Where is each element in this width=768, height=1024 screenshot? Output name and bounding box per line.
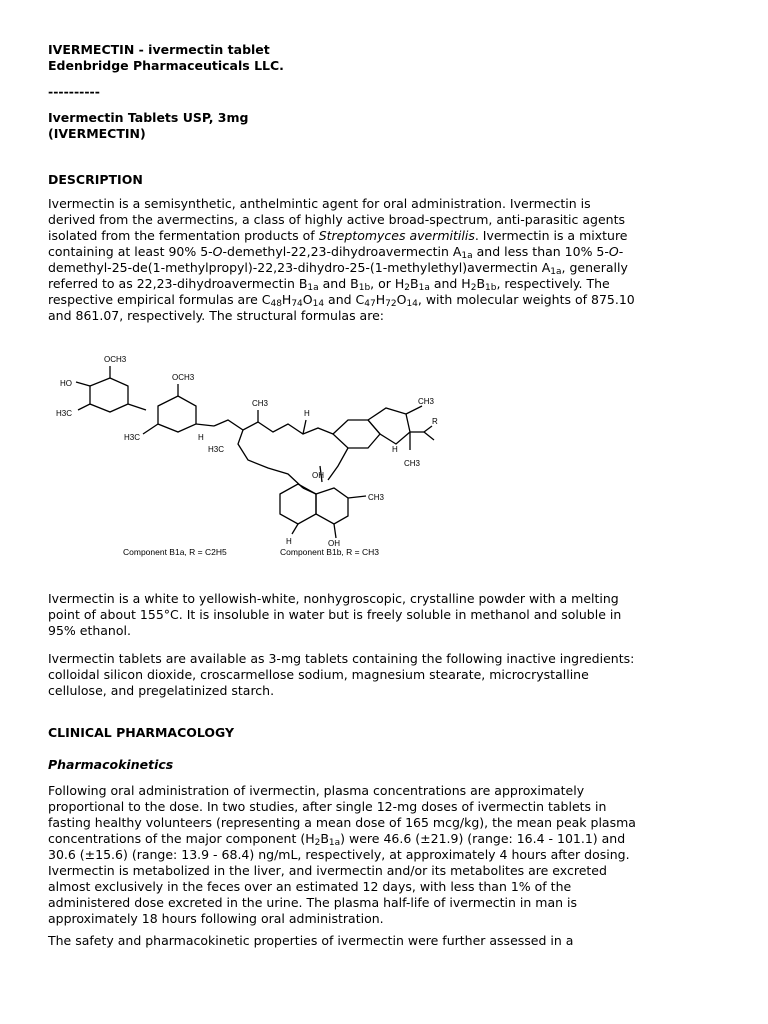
- atom-label-r: R: [432, 417, 438, 426]
- manufacturer: Edenbridge Pharmaceuticals LLC.: [48, 58, 284, 73]
- label-document: [48, 42, 638, 949]
- product-name: Ivermectin Tablets USP, 3mg: [48, 110, 249, 125]
- atom-label-ch3-e: CH3: [368, 493, 385, 502]
- atom-label-ch3-a: CH3: [252, 399, 269, 408]
- atom-label-ho: HO: [60, 379, 72, 388]
- product-generic: (IVERMECTIN): [48, 126, 146, 141]
- atom-label-h3c-mid: H3C: [124, 433, 141, 442]
- caption-component-b1b: Component B1b, R = CH3: [280, 547, 379, 557]
- document-title: IVERMECTIN - ivermectin tablet: [48, 42, 270, 57]
- pharmacokinetics-heading: Pharmacokinetics: [48, 757, 174, 772]
- structural-formula-figure: [48, 348, 438, 563]
- atom-label-ch3-d: CH3: [404, 459, 421, 468]
- caption-component-b1a: Component B1a, R = C2H5: [123, 547, 227, 557]
- atom-label-h-e: H: [286, 537, 292, 546]
- atom-label-ch3-right: CH3: [418, 397, 435, 406]
- description-paragraph-1: Ivermectin is a semisynthetic, anthelmintic agent for oral administration. Ivermectin is derived from the avermectins, a class of highly active broad-spectrum, anti-parasitic agents isolated from the fermentation products of Streptomyces avermitilis. Ivermectin is a mixture containing at least 90% 5-O-demethyl-22,23-dihydroavermectin $A_{1a}$ and less than 10% 5-O-demethyl-25-de(1-methylpropyl)-22,23-dihydro-25-(1-methylethyl)avermectin $A_{1a}$, generally referred to as 22,23-dihydroavermectin $B_{1a}$ and $B_{1b}$, or $H_2B_{1a}$ and $H_2B_{1b}$, respectively. The respective empirical formulas are $C_{48}H_{74}O_{14}$ and $C_{47}H_{72}O_{14}$, with molecular weights of 875.10 and 861.07, respectively. The structural formulas are:: [48, 196, 635, 323]
- atom-label-h-c: H: [392, 445, 398, 454]
- structural-formula-drawing: [48, 348, 438, 548]
- atom-label-oh: OH: [312, 471, 324, 480]
- atom-label-h-a: H: [198, 433, 204, 442]
- pharmacokinetics-paragraph-2: The safety and pharmacokinetic properties of ivermectin were further assessed in a: [48, 933, 574, 948]
- atom-label-och3-2: OCH3: [172, 373, 195, 382]
- separator: ----------: [48, 84, 100, 99]
- clinical-pharmacology-heading: CLINICAL PHARMACOLOGY: [48, 725, 235, 740]
- atom-label-h3c-left: H3C: [56, 409, 73, 418]
- description-heading: DESCRIPTION: [48, 172, 143, 187]
- atom-label-h-b: H: [304, 409, 310, 418]
- description-paragraph-3: Ivermectin tablets are available as 3-mg tablets containing the following inactive ingredients: colloidal silicon dioxide, croscarmellose sodium, magnesium stearate, microcrystalline cellulose, and pregelatinized starch.: [48, 651, 635, 698]
- pharmacokinetics-paragraph-1: Following oral administration of ivermectin, plasma concentrations are approximately proportional to the dose. In two studies, after single 12-mg doses of ivermectin tablets in fasting healthy volunteers (representing a mean dose of 165 mcg/kg), the mean peak plasma concentrations of the major component $(H_2B_{1a})$ were 46.6 (±21.9) (range: 16.4 - 101.1) and 30.6 (±15.6) (range: 13.9 - 68.4) ng/mL, respectively, at approximately 4 hours after dosing. Ivermectin is metabolized in the liver, and ivermectin and/or its metabolites are excreted almost exclusively in the feces over an estimated 12 days, with less than 1% of the administered dose excreted in the urine. The plasma half-life of ivermectin in man is approximately 18 hours following oral administration.: [48, 783, 636, 926]
- atom-label-h3c-c: H3C: [208, 445, 225, 454]
- description-paragraph-2: Ivermectin is a white to yellowish-white, nonhygroscopic, crystalline powder with a melting point of about 155°C. It is insoluble in water but is freely soluble in methanol and soluble in 95% ethanol.: [48, 591, 622, 638]
- atom-label-och3-top: OCH3: [104, 355, 127, 364]
- atom-label-oh2: OH: [328, 539, 340, 548]
